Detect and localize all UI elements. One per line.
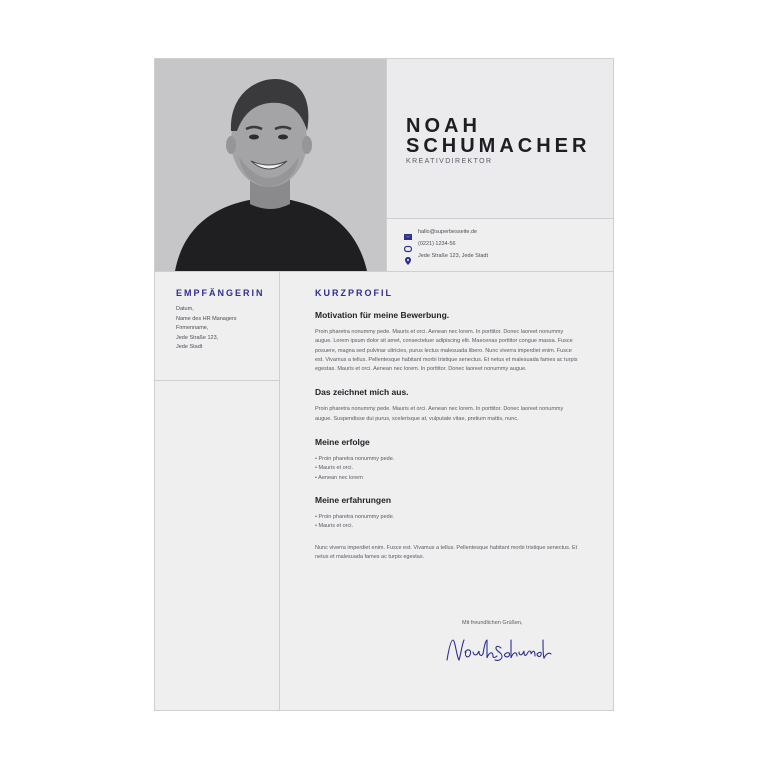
closing-text: Nunc viverra imperdiet enim. Fusce est. Vivamus a tellus. Pellentesque habitant morbi tristique senectus. Et netus et malesuada fames ac turpis egestas. — [315, 544, 578, 560]
recipient-line: Datum, — [176, 306, 194, 312]
name-header — [386, 59, 613, 219]
phone-icon — [404, 240, 412, 248]
recipient-line: Name des HR Managers — [176, 315, 237, 322]
recipient-line: Jede Stadt — [176, 344, 203, 350]
distinguishes-heading: Das zeichnet mich aus. — [315, 387, 409, 398]
last-name: SCHUMACHER — [406, 135, 591, 157]
first-name: NOAH — [406, 115, 481, 137]
motivation-text: Proin pharetra nonummy pede. Mauris et orci. Aenean nec lorem. In porttitor. Donec laoreet nonummy augue. Lorem ipsum dolor sit amet, consectetuer adipiscing elit. Maecenas porttitor congue massa. Fusce posuere, magna sed pulvinar ultricies, purus lectus malesuada libero. Nunc viverra imperdiet enim. Fusce est. Vivamus a tellus. Pellentesque habitant morbi tristique senectus. Et netus et malesuada fames ac turpis egestas. Mauris et orci. Aenean nec lorem. In porttitor. Donec laoreet nonummy augue. — [315, 329, 578, 373]
phone-text: (0221) 1234-56 — [418, 241, 456, 247]
list-item: • Aenean nec lorem — [315, 474, 579, 483]
portrait-image — [155, 59, 386, 271]
recipient-line: Jede Straße 123, — [176, 334, 219, 341]
profile-section — [315, 288, 579, 575]
address-text: Jede Straße 123, Jede Stadt — [418, 253, 489, 259]
greeting-text: Mit freundlichen Grüßen, — [462, 620, 523, 626]
profile-title: KURZPROFIL — [315, 288, 393, 298]
left-column — [155, 271, 280, 710]
email-text: hallo@superbesseite.de — [418, 229, 478, 235]
recipient-address — [176, 305, 237, 353]
signature — [443, 634, 553, 668]
handwritten-signature — [443, 634, 553, 668]
experience-list — [315, 513, 579, 532]
successes-heading: Meine erfolge — [315, 437, 370, 448]
contact-phone — [404, 240, 456, 248]
resume-page — [154, 58, 614, 711]
successes-list — [315, 455, 579, 483]
list-item: • Mauris et orci. — [315, 464, 579, 473]
contact-email — [404, 228, 477, 236]
contact-block — [386, 218, 613, 272]
distinguishes-text: Proin pharetra nonummy pede. Mauris et orci. Aenean nec lorem. In porttitor. Donec laoreet nonummy augue. Suspendisse dui purus, scelerisque at, vulputate vitae, pretium mattis, nunc. — [315, 406, 564, 422]
mail-icon — [404, 228, 412, 236]
job-title: KREATIVDIREKTOR — [406, 158, 493, 165]
list-item: • Proin pharetra nonummy pede. — [315, 513, 579, 522]
recipient-title: EMPFÄNGERIN — [176, 288, 265, 298]
recipient-line: Firmenname, — [176, 325, 209, 331]
location-icon — [404, 252, 412, 260]
experience-heading: Meine erfahrungen — [315, 494, 392, 505]
recipient-section — [155, 272, 279, 381]
right-column — [279, 271, 613, 710]
contact-address — [404, 252, 488, 260]
list-item: • Proin pharetra nonummy pede. — [315, 455, 579, 464]
profile-photo — [155, 59, 386, 271]
applicant-name — [406, 116, 590, 156]
motivation-heading: Motivation für meine Bewerbung. — [315, 310, 450, 320]
list-item: • Mauris et orci. — [315, 522, 579, 531]
